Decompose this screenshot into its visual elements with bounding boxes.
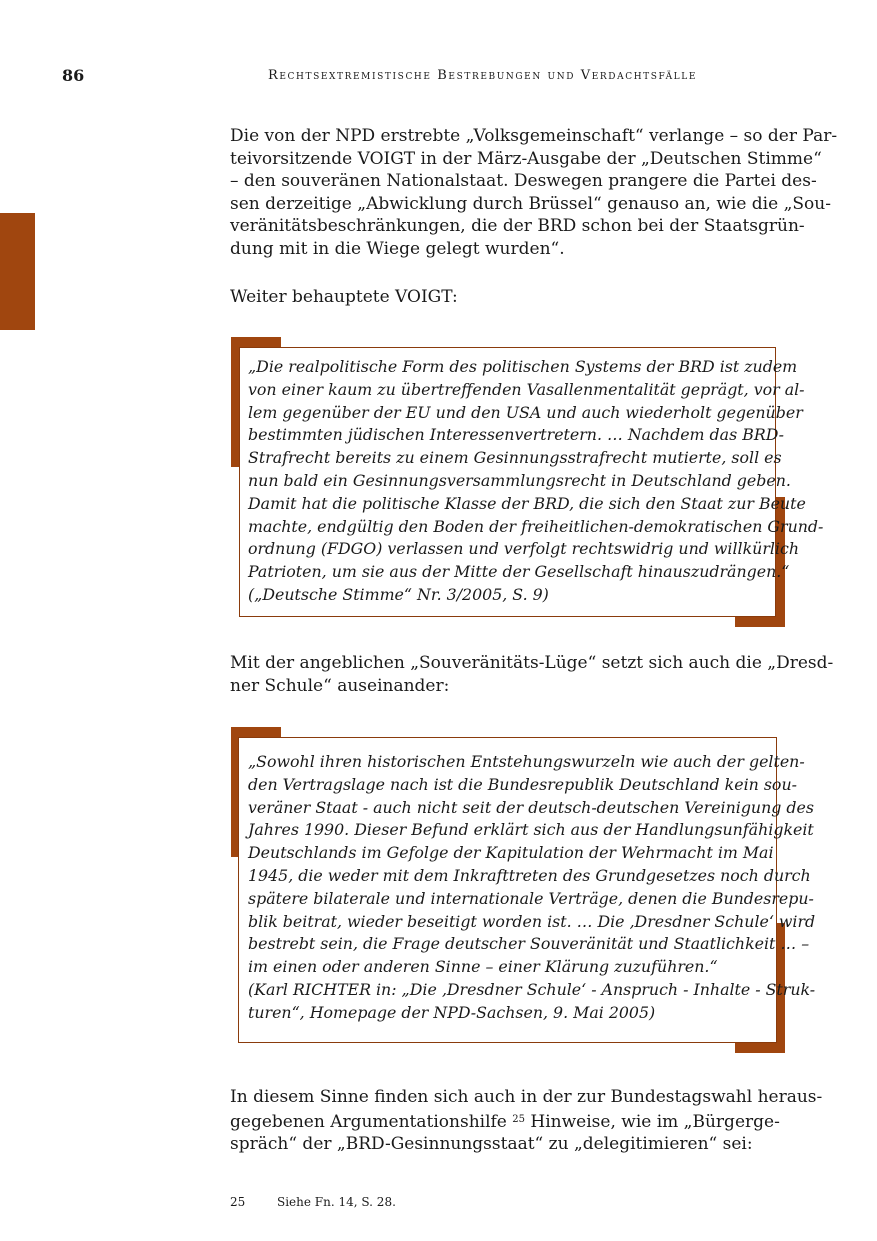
text-line: sen derzeitige „Abwicklung durch Brüssel“ genauso an, wie die „Sou-: [230, 193, 831, 214]
quote-source: (Karl RICHTER in: „Die ‚Dresdner Schule‘ - Anspruch - Inhalte - Struk-: [248, 979, 816, 999]
text-line: spräch“ der „BRD-Gesinnungsstaat“ zu „delegitimieren“ sei:: [230, 1134, 753, 1155]
quote-source: („Deutsche Stimme“ Nr. 3/2005, S. 9): [248, 584, 549, 604]
running-head: Rechtsextremistische Bestrebungen und Verdachtsfälle: [268, 68, 698, 83]
quote-line: Jahres 1990. Dieser Befund erklärt sich aus der Handlungsunfähigkeit: [248, 820, 814, 840]
quote-1-text: [248, 356, 823, 607]
text-line: – den souveränen Nationalstaat. Deswegen prangere die Partei des-: [230, 171, 817, 192]
text-line: veränitätsbeschränkungen, die der BRD schon bei der Staatsgrün-: [230, 216, 805, 237]
text-line: teivorsitzende VOIGT in der März-Ausgabe der „Deutschen Stimme“: [230, 148, 822, 169]
text-line: Mit der angeblichen „Souveränitäts-Lüge“ setzt sich auch die „Dresd-: [230, 653, 834, 673]
text-line: In diesem Sinne finden sich auch in der zur Bundestagswahl heraus-: [230, 1087, 823, 1107]
quote-line: lem gegenüber der EU und den USA und auch wiederholt gegenüber: [248, 402, 803, 422]
quote-line: im einen oder anderen Sinne – einer Klärung zuzuführen.“: [248, 957, 718, 977]
paragraph-4: [230, 1086, 823, 1156]
text-line: Weiter behauptete VOIGT:: [230, 287, 458, 307]
quote-2-text: [248, 751, 815, 1025]
chapter-tab-marker: [0, 213, 35, 330]
footnote-number: 25: [230, 1195, 246, 1209]
quote-line: nun bald ein Gesinnungsversammlungsrecht in Deutschland geben.: [248, 470, 791, 490]
quote-line: ordnung (FDGO) verlassen und verfolgt rechtswidrig und willkürlich: [248, 539, 800, 559]
quote-line: blik beitrat, wieder beseitigt worden ist. … Die ‚Dresdner Schule‘ wird: [248, 911, 816, 931]
quote-line: Damit hat die politische Klasse der BRD, die sich den Staat zur Beute: [248, 493, 806, 513]
quote-line: Patrioten, um sie aus der Mitte der Gesellschaft hinauszudrängen.“: [248, 562, 790, 582]
quote-line: spätere bilaterale und internationale Verträge, denen die Bundesrepu-: [248, 888, 814, 908]
footnote: [230, 1195, 396, 1209]
quote-line: „Die realpolitische Form des politischen Systems der BRD ist zudem: [248, 357, 798, 376]
quote-line: bestimmten jüdischen Interessenvertretern. … Nachdem das BRD-: [248, 425, 785, 445]
quote-line: machte, endgültig den Boden der freiheitlichen-demokratischen Grund-: [248, 516, 824, 536]
paragraph-1: [230, 125, 838, 261]
text-fragment: Hinweise, wie im „Bürgerge-: [525, 1111, 780, 1132]
text-fragment: gegebenen Argumentationshilfe: [230, 1111, 513, 1132]
paragraph-2: [230, 286, 785, 309]
footnote-reference[interactable]: 25: [512, 1113, 526, 1125]
quote-line: Strafrecht bereits zu einem Gesinnungsstrafrecht mutierte, soll es: [248, 448, 782, 468]
quote-line: veräner Staat - auch nicht seit der deutsch-deutschen Vereinigung des: [248, 797, 814, 817]
text-line: dung mit in die Wiege gelegt wurden“.: [230, 238, 565, 259]
quote-line: „Sowohl ihren historischen Entstehungswurzeln wie auch der gelten-: [248, 752, 805, 771]
quote-line: von einer kaum zu übertreffenden Vasallenmentalität geprägt, vor al-: [248, 379, 805, 399]
quote-source: turen“, Homepage der NPD-Sachsen, 9. Mai 2005): [248, 1002, 656, 1022]
quote-line: 1945, die weder mit dem Inkrafttreten des Grundgesetzes noch durch: [248, 865, 811, 885]
text-line: Die von der NPD erstrebte „Volksgemeinschaft“ verlange – so der Par-: [230, 126, 838, 146]
quote-line: den Vertragslage nach ist die Bundesrepublik Deutschland kein sou-: [248, 774, 797, 794]
page-number: 86: [62, 66, 85, 85]
quote-line: Deutschlands im Gefolge der Kapitulation der Wehrmacht im Mai: [248, 843, 774, 863]
footnote-text: Siehe Fn. 14, S. 28.: [277, 1195, 396, 1209]
paragraph-3: [230, 652, 834, 697]
text-line: ner Schule“ auseinander:: [230, 675, 450, 696]
text-line: [230, 1109, 785, 1134]
quote-line: bestrebt sein, die Frage deutscher Souveränität und Staatlichkeit … –: [248, 934, 810, 954]
